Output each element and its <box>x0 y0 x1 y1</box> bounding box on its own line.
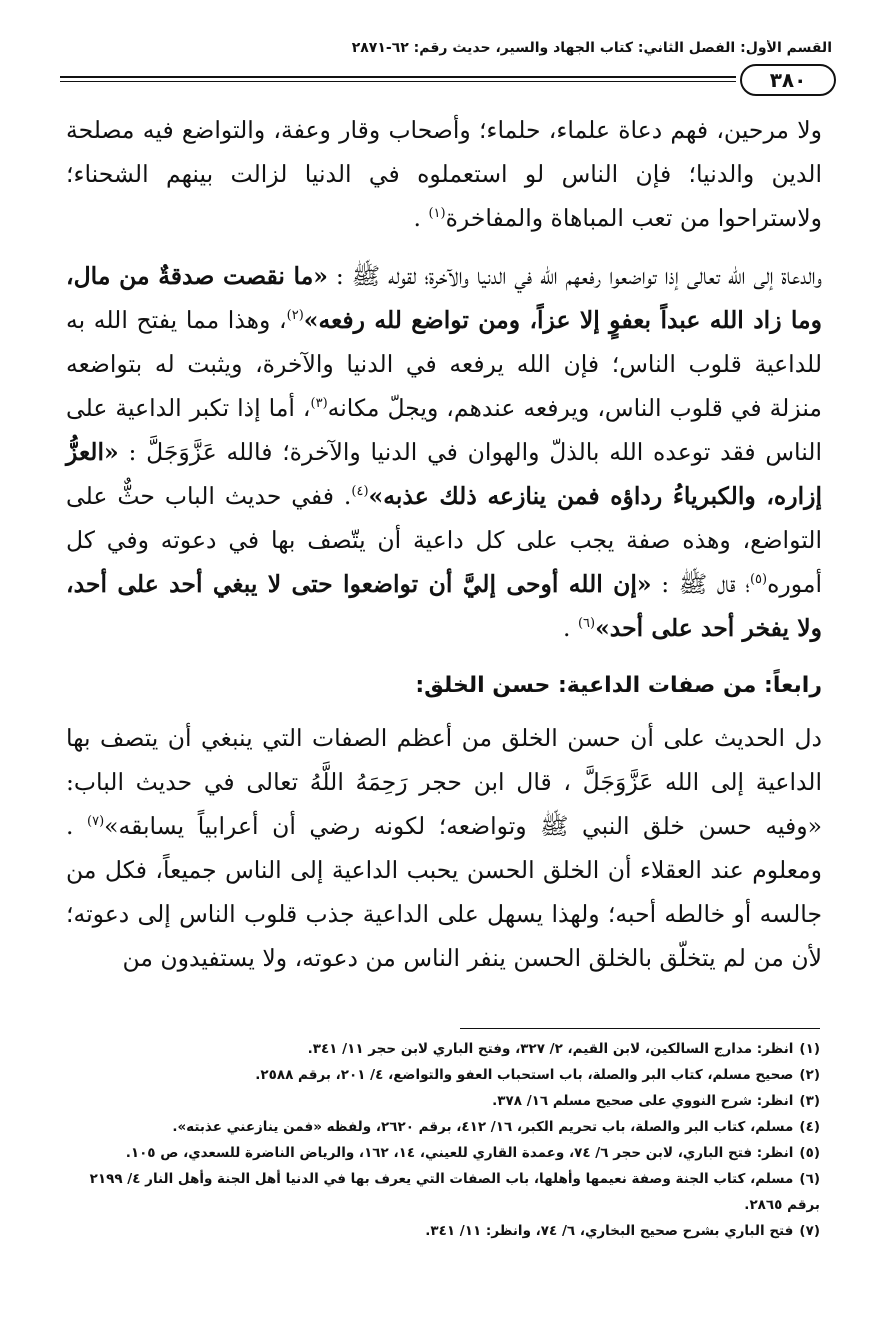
paragraph-2-end: . <box>563 614 578 642</box>
footnote-number: (٧) <box>799 1223 820 1239</box>
footnote-1 <box>70 1036 820 1062</box>
footnote-ref[interactable]: (٢) <box>286 308 304 324</box>
footnote-divider <box>460 1028 820 1029</box>
footnote-number: (١) <box>799 1041 820 1057</box>
footnote-ref[interactable]: (٦) <box>577 616 596 632</box>
footnote-text: مسلم، كتاب الجنة وصفة نعيمها وأهلها، باب الصفات التي يعرف بها في الدنيا أهل الجنة وأهل النار ٤/ ٢١٩٩ برقم ٢٨٦٥. <box>89 1171 820 1213</box>
header-title: القسم الأول: الفصل الثاني: كتاب الجهاد والسير، حديث رقم: ٦٢-٢٨٧١ <box>351 40 832 56</box>
header-rule-thick <box>60 76 736 78</box>
paragraph-1 <box>66 108 822 240</box>
header-rule-thin <box>60 81 736 82</box>
paragraph-3-text-b: . ومعلوم عند العقلاء أن الخلق الحسن يحبب الداعية إلى الناس جميعاً، فكل من جالسه أو خالطه أحبه؛ ولهذا يسهل على الداعية جذب قلوب الناس إلى دعوته؛ لأن من لم يتخلّق بالخلق الحسن ينفر الناس من دعوته، ولا يستفيدون من <box>66 812 822 972</box>
footnote-number: (٥) <box>799 1145 820 1161</box>
footnote-5 <box>70 1140 820 1166</box>
footnote-3 <box>70 1088 820 1114</box>
footnote-ref[interactable]: (٣) <box>310 396 328 412</box>
paragraph-2-text-c: ، أما إذا تكبر الداعية على الناس فقد توعده الله بالذلّ والهوان في الدنيا والآخرة؛ فالله عَزَّوَجَلَّ : <box>66 394 822 466</box>
footnote-text: صحيح مسلم، كتاب البر والصلة، باب استحباب العفو والتواضع، ٤/ ٢٠١، برقم ٢٥٨٨. <box>255 1067 794 1083</box>
footnote-ref[interactable]: (٧) <box>87 814 105 830</box>
footnote-number: (٦) <box>799 1171 820 1187</box>
section-heading: رابعاً: من صفات الداعية: حسن الخلق: <box>415 673 822 698</box>
paragraph-1-end: . <box>413 204 429 232</box>
paragraph-2-text-d: . ففي حديث الباب حثٌّ على التواضع، وهذه صفة يجب على كل داعية أن يتّصف بها في دعوته وفي كل أموره <box>66 482 822 598</box>
footnote-text: انظر: مدارج السالكين، لابن القيم، ٢/ ٣٢٧، وفتح الباري لابن حجر ١١/ ٣٤١. <box>307 1041 794 1057</box>
paragraph-2-text-a: والدعاة إلى الله تعالى إذا تواضعوا رفعهم الله في الدنيا والآخرة؛ لقوله ﷺ : <box>327 262 822 290</box>
footnote-ref[interactable]: (١) <box>428 206 446 222</box>
paragraph-2 <box>66 254 822 650</box>
hadith-quote-3: «إن الله أوحى إليَّ أن تواضعوا حتى لا يبغي أحد على أحد، ولا يفخر أحد على أحد» <box>66 570 822 642</box>
footnote-text: انظر: فتح الباري، لابن حجر ٦/ ٧٤، وعمدة القاري للعيني، ١٤، ١٦٢، والرياض الناضرة للسعدي، ص ١٠٥. <box>125 1145 794 1161</box>
footnote-number: (٤) <box>799 1119 820 1135</box>
paragraph-3-text-a: دل الحديث على أن حسن الخلق من أعظم الصفات التي ينبغي أن يتصف بها الداعية إلى الله عَزَّوَجَلَّ ، قال ابن حجر رَحِمَهُ اللَّهُ تعالى في حديث الباب: «وفيه حسن خلق النبي ﷺ وتواضعه؛ لكونه رضي أن أعرابياً يسابقه» <box>66 724 822 840</box>
footnote-text: مسلم، كتاب البر والصلة، باب تحريم الكبر، ١٦/ ٤١٢، برقم ٢٦٢٠، ولفظه «فمن ينازعني عذبته». <box>172 1119 794 1135</box>
footnote-text: فتح الباري بشرح صحيح البخاري، ٦/ ٧٤، وانظر: ١١/ ٣٤١. <box>425 1223 794 1239</box>
footnote-6 <box>70 1166 820 1218</box>
footnote-2 <box>70 1062 820 1088</box>
footnote-7 <box>70 1218 820 1244</box>
footnote-ref[interactable]: (٥) <box>749 572 768 588</box>
footnote-number: (٣) <box>799 1093 820 1109</box>
footnote-4 <box>70 1114 820 1140</box>
footnote-ref[interactable]: (٤) <box>351 484 369 500</box>
hadith-quote-1: «ما نقصت صدقةٌ من مال، وما زاد الله عبداً بعفوٍ إلا عزاً، ومن تواضع لله رفعه» <box>66 262 822 334</box>
main-text <box>66 108 822 994</box>
page-number: ٣٨٠ <box>740 64 836 96</box>
footnote-text: انظر: شرح النووي على صحيح مسلم ١٦/ ٣٧٨. <box>492 1093 794 1109</box>
header-rule <box>60 62 836 94</box>
paragraph-2-text-e: ؛ قال ﷺ : <box>651 570 750 598</box>
paragraph-1-text: ولا مرحين، فهم دعاة علماء، حلماء؛ وأصحاب وقار وعفة، والتواضع فيه مصلحة الدين والدنيا؛ فإن الناس لو استعملوه في الدنيا لزالت بينهم الشحناء؛ ولاستراحوا من تعب المباهاة والمفاخرة <box>66 116 822 232</box>
footnote-number: (٢) <box>799 1067 820 1083</box>
running-header <box>64 40 832 62</box>
paragraph-3 <box>66 716 822 980</box>
footnotes <box>70 1036 820 1244</box>
hadith-quote-2: «العزُّ إزاره، والكبرياءُ رداؤه فمن ينازعه ذلك عذبه» <box>66 438 823 510</box>
paragraph-2-text-b: ، وهذا مما يفتح الله به للداعية قلوب الناس؛ فإن الله يرفعه في الدنيا والآخرة، ويثبت له بتواضعه منزلة في قلوب الناس، ويرفعه عندهم، ويجلّ مكانه <box>66 306 822 422</box>
